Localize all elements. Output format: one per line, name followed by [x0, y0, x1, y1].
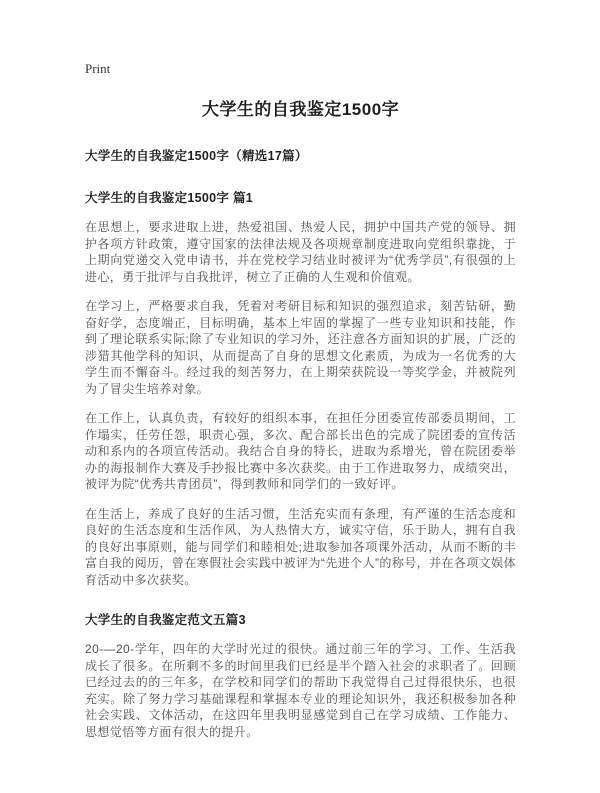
section-2-heading: 大学生的自我鉴定范文五篇3 [85, 613, 246, 627]
paragraph: 在学习上，严格要求自我，凭着对考研目标和知识的强烈追求，刻苦钻研，勤奋好学，态度端正，目标明确，基本上牢固的掌握了一些专业知识和技能，作到了理论联系实际;除了专业知识的学习外，还注意各方面知识的扩展，广泛的涉猎其他学科的知识，从而提高了自身的思想文化素质，为成为一名优秀的大学生而不懈奋斗。经过我的刻苦努力，在上期荣获院设一等奖学金，并被院列为了冒尖生培养对象。 [85, 299, 516, 396]
paragraph: 20-—20-学年，四年的大学时光过的很快。通过前三年的学习、工作、生活我成长了很多。在所剩不多的时间里我们已经是半个踏入社会的求职者了。回顾已经过去的的三年多，在学校和同学们的帮助下我觉得自己过得很快乐，也很充实。除了努力学习基础课程和掌握本专业的理论知识外，我还积极参加各种社会实践、文体活动，在这四年里我明显感觉到自己在学习成绩、工作能力、思想觉悟等方面有很大的提升。 [85, 642, 516, 739]
paragraph: 在工作上，认真负责，有较好的组织本事，在担任分团委宣传部委员期间，工作塌实，任劳任怨，职责心强，多次、配合部长出色的完成了院团委的宣传活动和系内的各项宣传活动。我结合自身的特长，进取为系增光，曾在院团委举办的海报制作大赛及手抄报比赛中多次获奖。由于工作进取努力，成绩突出，被评为院“优秀共青团员”，得到教师和同学们的一致好评。 [85, 411, 516, 491]
section-1-heading: 大学生的自我鉴定1500字 篇1 [85, 191, 254, 205]
paragraph: 在思想上，要求进取上进，热爱祖国、热爱人民，拥护中国共产党的领导、拥护各项方针政策，遵守国家的法律法规及各项规章制度进取向党组织靠拢，于上期向党递交入党申请书，并在党校学习结业时被评为“优秀学员”,有很强的上进心，勇于批评与自我批评，树立了正确的人生观和价值观。 [85, 220, 516, 284]
page-title: 大学生的自我鉴定1500字 [201, 100, 400, 119]
section-2 [85, 610, 516, 740]
paragraph: 在生活上，养成了良好的生活习惯，生活充实而有条理，有严谨的生活态度和良好的生活态度和生活作风，为人热情大方，诚实守信，乐于助人，拥有自我的良好出事原则，能与同学们和睦相处;进取参加各项课外活动，从而不断的丰富自我的阅历，曾在寒假社会实践中被评为“先进个人”的称号，并在各项文娱体育活动中多次获奖。 [85, 506, 516, 587]
doc-subtitle: 大学生的自我鉴定1500字（精选17篇） [85, 149, 308, 163]
section-1 [85, 188, 516, 588]
print-link[interactable]: Print [85, 61, 111, 76]
